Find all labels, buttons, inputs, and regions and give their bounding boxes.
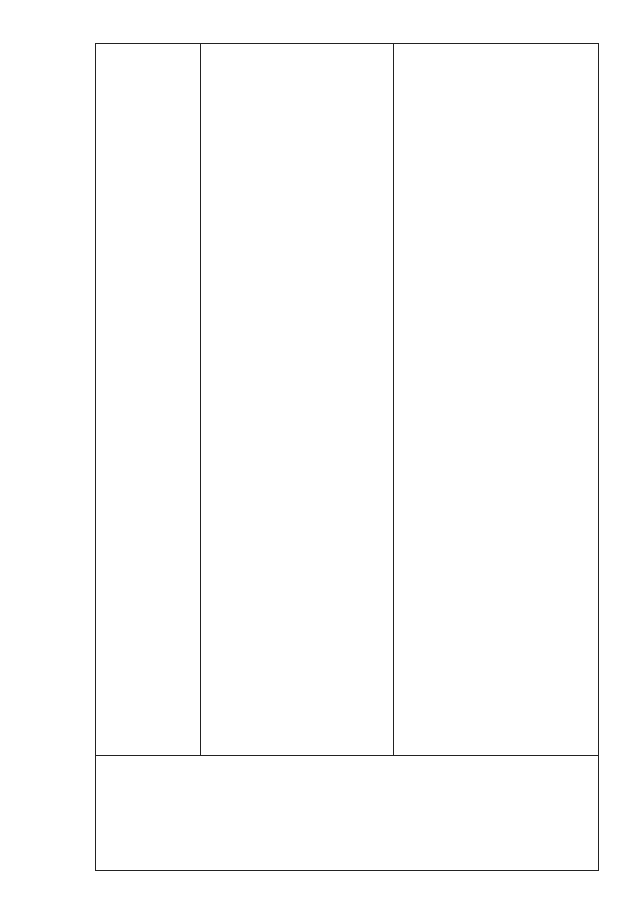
- table-border-top: [95, 43, 599, 44]
- table-column-divider: [95, 755, 599, 756]
- table-border-left: [95, 43, 96, 870]
- rotated-table-content: [98, 48, 598, 748]
- table-border-bottom: [95, 870, 599, 871]
- table-border-right: [598, 43, 599, 870]
